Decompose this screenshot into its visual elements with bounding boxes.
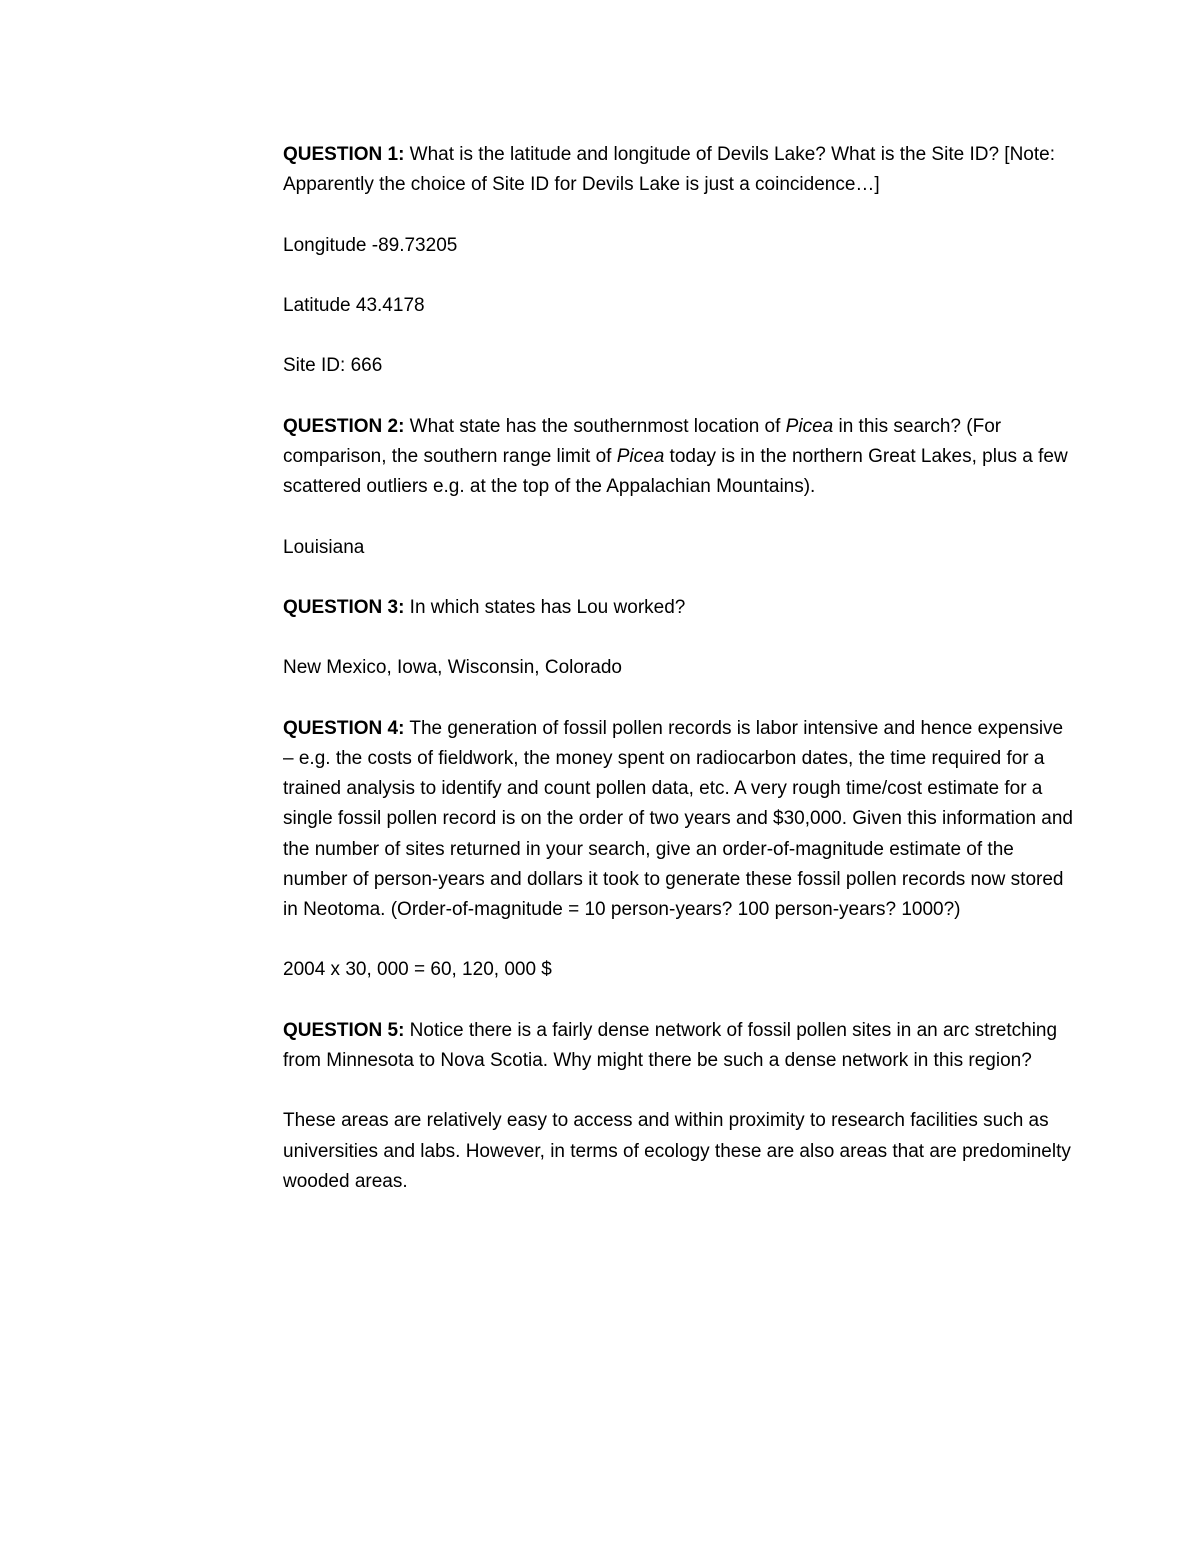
question-5 [283,1016,1073,1076]
question-1-label: QUESTION 1: [283,144,405,165]
question-3-label: QUESTION 3: [283,596,405,618]
answer-latitude: Latitude 43.4178 [283,294,425,316]
question-2-text-c: today is in the northern Great Lakes, plus a few scattered outliers e.g. at the top of the Appalachian Mountains). [283,445,1068,498]
answer-longitude: Longitude -89.73205 [283,234,458,256]
answer-3: New Mexico, Iowa, Wisconsin, Colorado [283,657,622,679]
question-2-label: QUESTION 2: [283,415,405,437]
answer-5: These areas are relatively easy to access and within proximity to research facilities such as universities and labs. However, in terms of ecology these are also areas that are predominelty wooded areas. [283,1110,1071,1192]
question-2-text-b: in this search? (For comparison, the southern range limit of [283,415,1002,467]
question-2-italic-a: Picea [785,415,834,437]
question-1 [283,140,1073,200]
question-3-text: In which states has Lou worked? [404,596,686,618]
question-4-label: QUESTION 4: [283,717,405,739]
question-1-text: What is the latitude and longitude of Devils Lake? What is the Site ID? [Note: Apparently the choice of Site ID for Devils Lake is just a coincidence…] [283,144,1055,196]
answer-4: 2004 x 30, 000 = 60, 120, 000 $ [283,959,552,981]
question-5-text: Notice there is a fairly dense network of fossil pollen sites in an arc stretching from Minnesota to Nova Scotia. Why might there be such a dense network in this region? [283,1019,1058,1071]
question-2-italic-b: Picea [616,445,665,467]
question-2-text-a: What state has the southernmost location of [404,415,786,437]
question-4 [283,714,1073,925]
question-3 [283,593,1073,623]
question-2 [283,412,1073,503]
answer-site-id: Site ID: 666 [283,355,383,377]
question-4-text: The generation of fossil pollen records is labor intensive and hence expensive – e.g. the costs of fieldwork, the money spent on radiocarbon dates, the time required for a trained analysis to identify and count pollen data, etc. A very rough time/cost estimate for a single fossil pollen record is on the order of two years and $30,000. Given this information and the number of sites returned in your search, give an order-of-magnitude estimate of the number of person-years and dollars it took to generate these fossil pollen records now stored in Neotoma. (Order-of-magnitude = 10 person-years? 100 person-years? 1000?) [283,717,1074,920]
document-page [283,140,1073,1227]
question-5-label: QUESTION 5: [283,1019,405,1041]
answer-2: Louisiana [283,536,365,558]
